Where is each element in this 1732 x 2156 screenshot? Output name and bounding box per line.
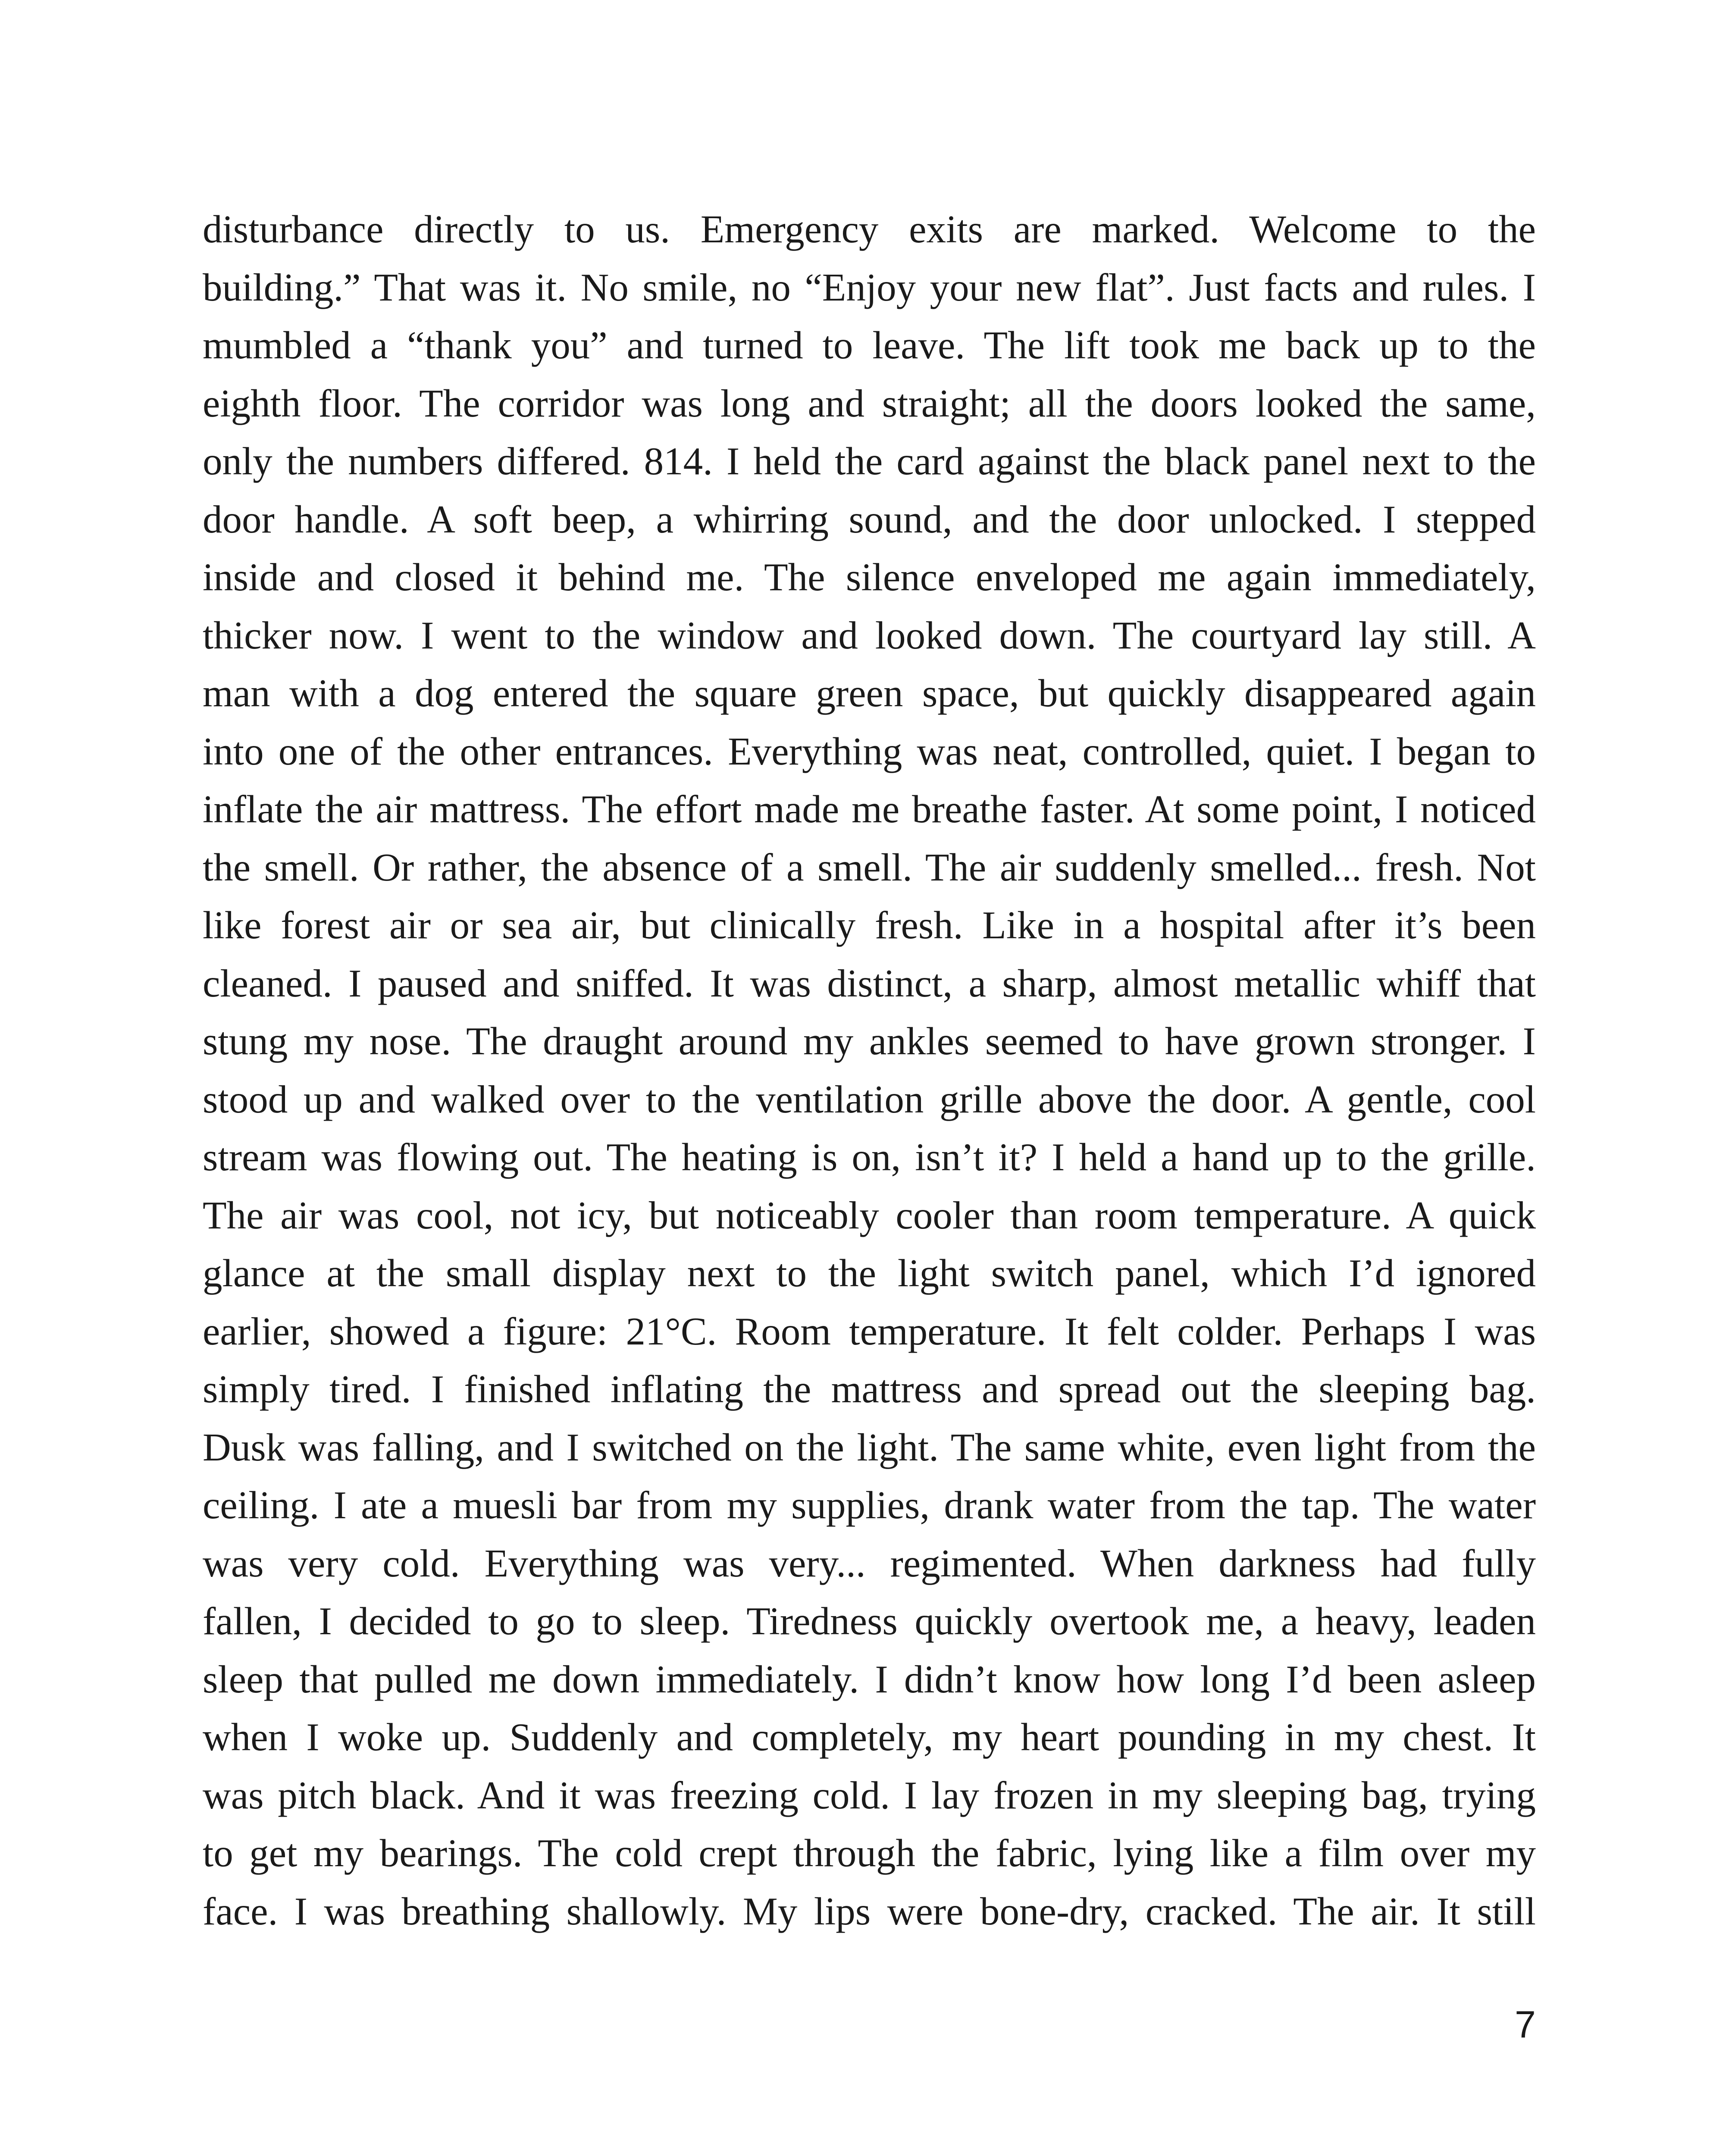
text-line-17: stream was flowing out. The heating is on, isn’t it? I held a hand up to the grille.: [203, 1135, 1536, 1179]
text-line-4: eighth floor. The corridor was long and straight; all the doors looked the same,: [203, 381, 1536, 425]
text-line-19: glance at the small display next to the light switch panel, which I’d ignored: [203, 1251, 1536, 1295]
text-line-3: mumbled a “thank you” and turned to leave. The lift took me back up to the: [203, 323, 1536, 367]
text-line-2: building.” That was it. No smile, no “Enjoy your new flat”. Just facts and rules. I: [203, 265, 1536, 309]
text-line-26: sleep that pulled me down immediately. I didn’t know how long I’d been asleep: [203, 1657, 1536, 1701]
text-line-22: Dusk was falling, and I switched on the light. The same white, even light from the: [203, 1425, 1536, 1469]
text-line-12: the smell. Or rather, the absence of a smell. The air suddenly smelled... fresh. Not: [203, 845, 1536, 889]
text-line-29: to get my bearings. The cold crept through the fabric, lying like a film over my: [203, 1831, 1536, 1875]
text-line-21: simply tired. I finished inflating the mattress and spread out the sleeping bag.: [203, 1367, 1536, 1411]
text-line-13: like forest air or sea air, but clinically fresh. Like in a hospital after it’s been: [203, 903, 1536, 947]
text-line-7: inside and closed it behind me. The silence enveloped me again immediately,: [203, 555, 1536, 599]
text-line-18: The air was cool, not icy, but noticeably cooler than room temperature. A quick: [203, 1193, 1536, 1237]
page-number: 7: [1515, 2003, 1536, 2046]
text-line-27: when I woke up. Suddenly and completely, my heart pounding in my chest. It: [203, 1715, 1536, 1759]
text-line-11: inflate the air mattress. The effort made me breathe faster. At some point, I noticed: [203, 787, 1536, 831]
text-line-24: was very cold. Everything was very... regimented. When darkness had fully: [203, 1541, 1536, 1585]
text-line-1: disturbance directly to us. Emergency exits are marked. Welcome to the: [203, 207, 1536, 251]
text-line-5: only the numbers differed. 814. I held the card against the black panel next to the: [203, 439, 1536, 483]
text-line-20: earlier, showed a figure: 21°C. Room temperature. It felt colder. Perhaps I was: [203, 1309, 1536, 1353]
text-line-9: man with a dog entered the square green space, but quickly disappeared again: [203, 671, 1536, 715]
text-line-6: door handle. A soft beep, a whirring sound, and the door unlocked. I stepped: [203, 497, 1536, 541]
text-line-14: cleaned. I paused and sniffed. It was distinct, a sharp, almost metallic whiff that: [203, 961, 1536, 1005]
text-line-28: was pitch black. And it was freezing cold. I lay frozen in my sleeping bag, trying: [203, 1773, 1536, 1817]
text-line-23: ceiling. I ate a muesli bar from my supplies, drank water from the tap. The water: [203, 1483, 1536, 1527]
text-line-8: thicker now. I went to the window and looked down. The courtyard lay still. A: [203, 613, 1536, 657]
body-text: [203, 201, 1536, 1940]
text-line-16: stood up and walked over to the ventilation grille above the door. A gentle, cool: [203, 1077, 1536, 1121]
text-line-10: into one of the other entrances. Everything was neat, controlled, quiet. I began to: [203, 729, 1536, 773]
text-line-25: fallen, I decided to go to sleep. Tiredness quickly overtook me, a heavy, leaden: [203, 1599, 1536, 1643]
text-line-15: stung my nose. The draught around my ankles seemed to have grown stronger. I: [203, 1019, 1536, 1063]
text-line-30: face. I was breathing shallowly. My lips were bone-dry, cracked. The air. It still: [203, 1889, 1536, 1933]
